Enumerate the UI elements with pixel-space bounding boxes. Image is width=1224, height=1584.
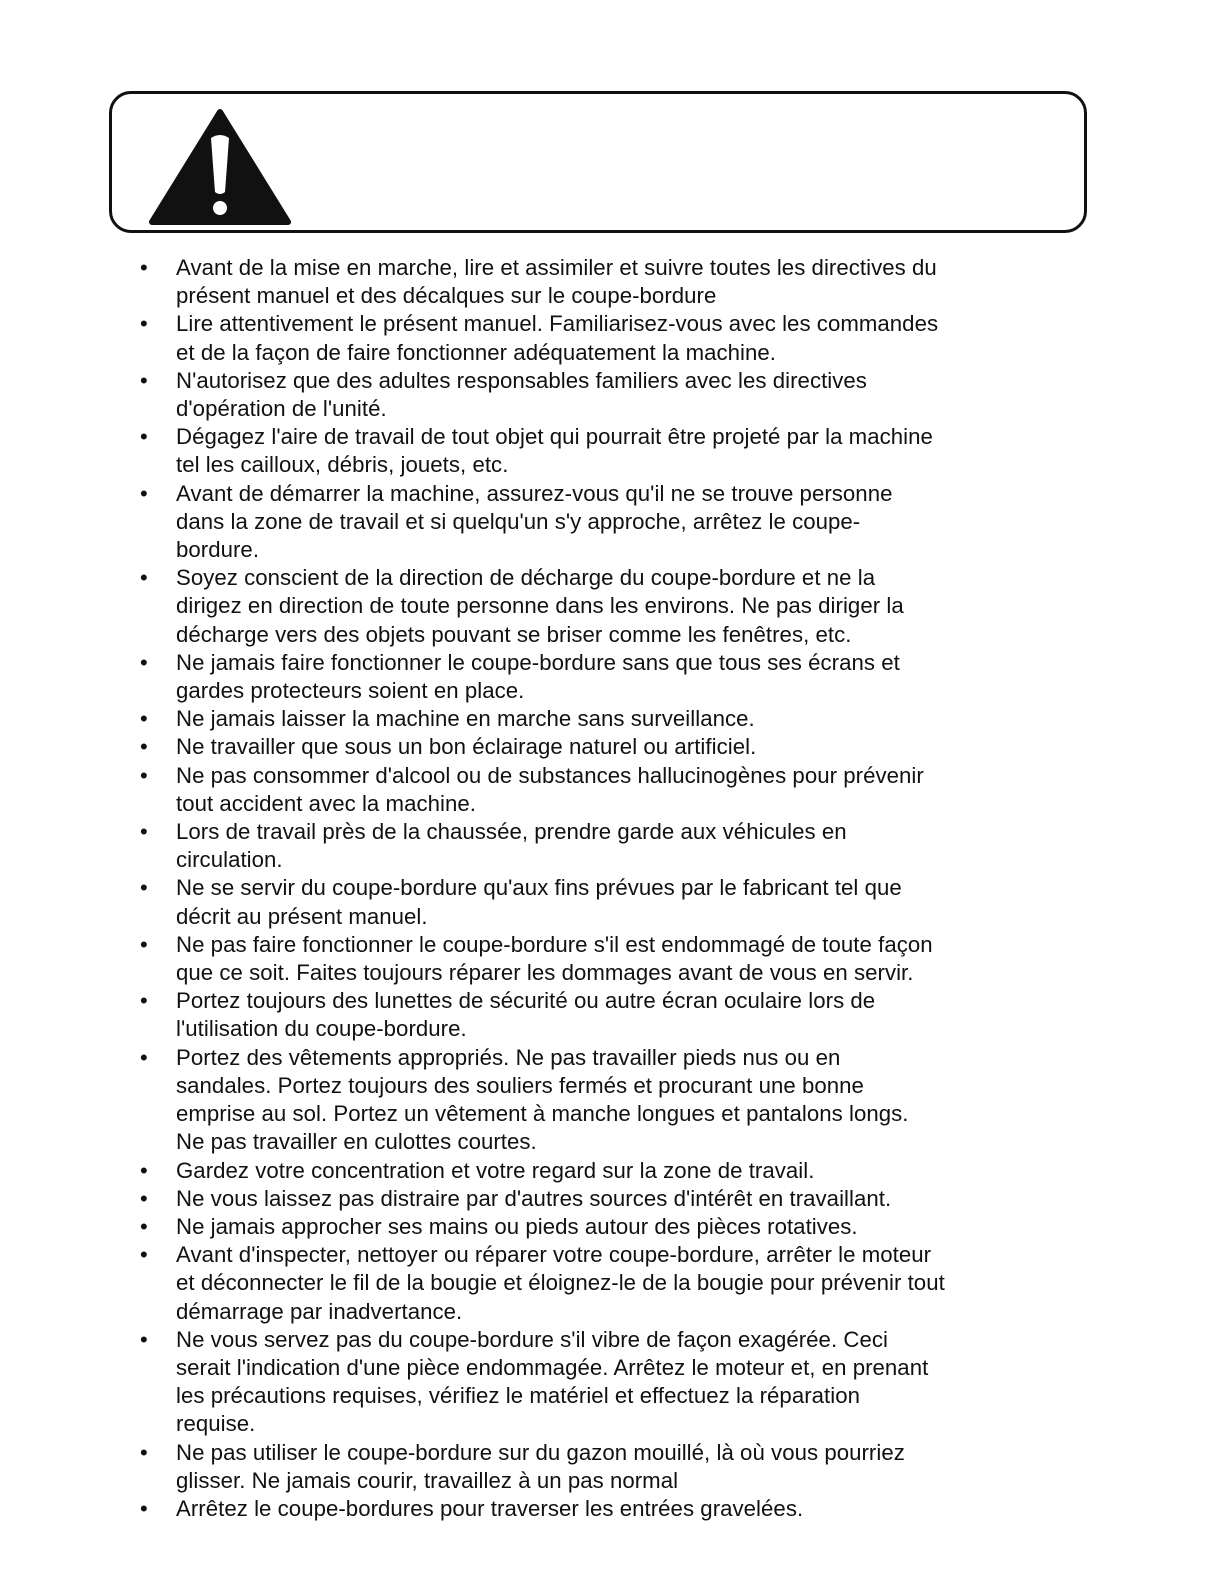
bullet-icon: • (140, 875, 148, 901)
list-item-text: Ne travailler que sous un bon éclairage naturel ou artificiel. (176, 734, 757, 760)
list-item-text: Portez toujours des lunettes de sécurité ou autre écran oculaire lors de l'utilisation du coupe-bordure. (176, 988, 876, 1042)
list-item (140, 367, 1130, 423)
list-item (140, 423, 1130, 479)
list-item (140, 480, 1130, 565)
bullet-icon: • (140, 762, 148, 788)
list-item-text: Avant d'inspecter, nettoyer ou réparer votre coupe-bordure, arrêter le moteur et déconnecter le fil de la bougie et éloignez-le de la bougie pour prévenir tout démarrage par inadvertance. (176, 1242, 945, 1324)
list-item-text: Ne jamais faire fonctionner le coupe-bordure sans que tous ses écrans et gardes protecteurs soient en place. (176, 649, 900, 704)
warning-header-box (109, 91, 1087, 233)
list-item-text: Ne pas faire fonctionner le coupe-bordure s'il est endommagé de toute façon que ce soit. Faites toujours réparer les dommages avant de vous en servir. (176, 931, 933, 986)
list-item (140, 1439, 1130, 1495)
list-item-text: Ne vous servez pas du coupe-bordure s'il vibre de façon exagérée. Ceci serait l'indication d'une pièce endommagée. Arrêtez le moteur et, en prenant les précautions requises, vérifiez le matériel et effectuez la réparation requise. (176, 1326, 929, 1437)
list-item (140, 733, 1130, 761)
list-item-text: Ne jamais laisser la machine en marche sans surveillance. (176, 706, 755, 732)
list-item (140, 564, 1130, 649)
bullet-icon: • (140, 1185, 148, 1211)
list-item-text: Gardez votre concentration et votre regard sur la zone de travail. (176, 1157, 815, 1183)
bullet-icon: • (140, 1242, 148, 1268)
bullet-icon: • (140, 1439, 148, 1465)
bullet-icon: • (140, 480, 148, 506)
list-item (140, 931, 1130, 987)
list-item (140, 987, 1130, 1043)
list-item-text: Arrêtez le coupe-bordures pour traverser les entrées gravelées. (176, 1495, 804, 1521)
bullet-icon: • (140, 931, 148, 957)
list-item (140, 705, 1130, 733)
list-item-text: Lors de travail près de la chaussée, prendre garde aux véhicules en circulation. (176, 819, 847, 873)
list-item (140, 1326, 1130, 1439)
bullet-icon: • (140, 367, 148, 393)
safety-instructions-list (140, 254, 1130, 1523)
list-item (140, 310, 1130, 366)
list-item-text: Ne pas utiliser le coupe-bordure sur du gazon mouillé, là où vous pourriez glisser. Ne jamais courir, travaillez à un pas normal (176, 1439, 905, 1493)
bullet-icon: • (140, 734, 148, 760)
bullet-icon: • (140, 565, 148, 591)
list-item-text: N'autorisez que des adultes responsables familiers avec les directives d'opération de l'unité. (176, 367, 867, 422)
bullet-icon: • (140, 255, 148, 280)
bullet-icon: • (140, 1157, 148, 1183)
list-item (140, 762, 1130, 818)
list-item-text: Ne jamais approcher ses mains ou pieds autour des pièces rotatives. (176, 1213, 858, 1239)
list-item (140, 1495, 1130, 1523)
list-item (140, 1213, 1130, 1241)
bullet-icon: • (140, 1213, 148, 1239)
list-item (140, 1185, 1130, 1213)
list-item (140, 1044, 1130, 1157)
list-item (140, 649, 1130, 705)
list-item (140, 818, 1130, 874)
list-item-text: Avant de démarrer la machine, assurez-vous qu'il ne se trouve personne dans la zone de travail et si quelqu'un s'y approche, arrêtez le coupe- bordure. (176, 480, 893, 563)
list-item (140, 1241, 1130, 1326)
warning-triangle-icon (148, 106, 292, 226)
list-item-text: Ne pas consommer d'alcool ou de substances hallucinogènes pour prévenir tout accident avec la machine. (176, 762, 924, 816)
bullet-icon: • (140, 311, 148, 337)
bullet-icon: • (140, 819, 148, 845)
bullet-icon: • (140, 1044, 148, 1070)
list-item-text: Portez des vêtements appropriés. Ne pas travailler pieds nus ou en sandales. Portez toujours des souliers fermés et procurant une bonne emprise au sol. Portez un vêtement à manche longues et pantalons longs. Ne pas travailler en culottes courtes. (176, 1044, 909, 1155)
list-item-text: Ne vous laissez pas distraire par d'autres sources d'intérêt en travaillant. (176, 1185, 892, 1211)
bullet-icon: • (140, 706, 148, 732)
list-item-text: Lire attentivement le présent manuel. Familiarisez-vous avec les commandes et de la façon de faire fonctionner adéquatement la machine. (176, 311, 939, 365)
list-item (140, 254, 1130, 310)
bullet-icon: • (140, 1326, 148, 1352)
list-item (140, 1157, 1130, 1185)
list-item (140, 874, 1130, 930)
list-item-text: Soyez conscient de la direction de décharge du coupe-bordure et ne la dirigez en direction de toute personne dans les environs. Ne pas diriger la décharge vers des objets pouvant se briser comme les fenêtres, etc. (176, 565, 904, 647)
list-item-text: Dégagez l'aire de travail de tout objet qui pourrait être projeté par la machine tel les cailloux, débris, jouets, etc. (176, 424, 933, 478)
list-item-text: Ne se servir du coupe-bordure qu'aux fins prévues par le fabricant tel que décrit au présent manuel. (176, 875, 902, 929)
bullet-icon: • (140, 988, 148, 1014)
bullet-icon: • (140, 1495, 148, 1521)
list-item-text: Avant de la mise en marche, lire et assimiler et suivre toutes les directives du présent manuel et des décalques sur le coupe-bordure (176, 255, 937, 309)
bullet-icon: • (140, 649, 148, 675)
bullet-icon: • (140, 424, 148, 450)
